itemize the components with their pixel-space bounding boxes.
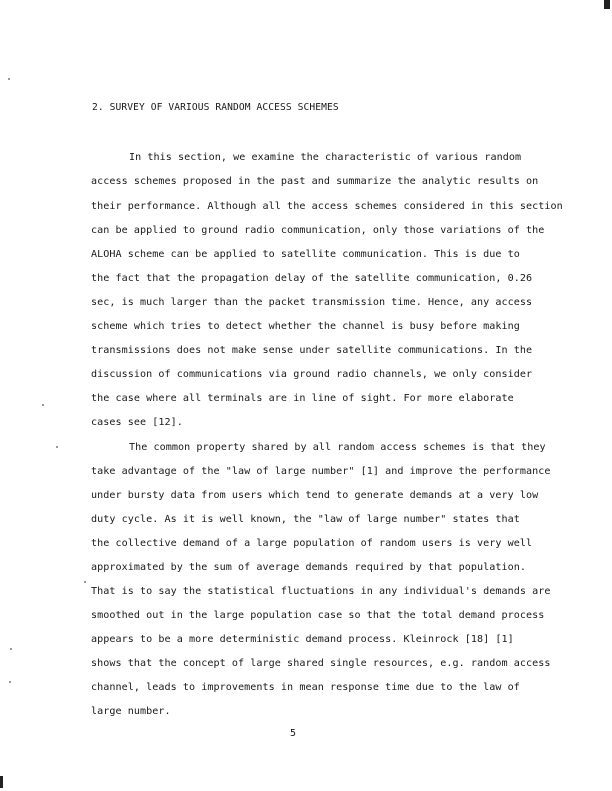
scan-speck bbox=[56, 446, 58, 448]
section-heading: 2. SURVEY OF VARIOUS RANDOM ACCESS SCHEMES bbox=[92, 102, 339, 113]
paragraph-1-line: In this section, we examine the characteristic of various random bbox=[129, 152, 522, 163]
paragraph-1-line: transmissions does not make sense under satellite communications. In the bbox=[91, 345, 533, 356]
scan-speck bbox=[8, 78, 10, 80]
paragraph-1-line: the case where all terminals are in line of sight. For more elaborate bbox=[91, 393, 514, 404]
scan-speck bbox=[42, 404, 44, 406]
scan-speck bbox=[9, 681, 11, 683]
paragraph-2-line: channel, leads to improvements in mean response time due to the law of bbox=[91, 682, 520, 693]
corner-mark bbox=[604, 0, 610, 9]
paragraph-2-line: large number. bbox=[91, 706, 171, 717]
paragraph-2-line: duty cycle. As it is well known, the "law of large number" states that bbox=[91, 514, 520, 525]
paragraph-2-line: smoothed out in the large population case so that the total demand process bbox=[91, 610, 545, 621]
paragraph-1-line: access schemes proposed in the past and summarize the analytic results on bbox=[91, 176, 539, 187]
paragraph-2-line: approximated by the sum of average demands required by that population. bbox=[91, 562, 527, 573]
page-number: 5 bbox=[290, 728, 297, 739]
paragraph-2-line: take advantage of the "law of large number" [1] and improve the performance bbox=[91, 466, 551, 477]
paragraph-1-line: can be applied to ground radio communication, only those variations of the bbox=[91, 225, 545, 236]
paragraph-1-line: cases see [12]. bbox=[91, 417, 183, 428]
paragraph-1-line: the fact that the propagation delay of the satellite communication, 0.26 bbox=[91, 273, 533, 284]
paragraph-2-line: shows that the concept of large shared single resources, e.g. random access bbox=[91, 658, 551, 669]
paragraph-1-line: sec, is much larger than the packet transmission time. Hence, any access bbox=[91, 297, 533, 308]
scan-speck bbox=[84, 581, 86, 583]
paragraph-1-line: discussion of communications via ground radio channels, we only consider bbox=[91, 369, 533, 380]
edge-mark bbox=[0, 776, 3, 788]
paragraph-1-line: ALOHA scheme can be applied to satellite communication. This is due to bbox=[91, 249, 520, 260]
scan-speck bbox=[10, 648, 12, 650]
paragraph-1-line: their performance. Although all the access schemes considered in this section bbox=[91, 201, 563, 212]
paragraph-1-line: scheme which tries to detect whether the channel is busy before making bbox=[91, 321, 520, 332]
paragraph-2-line: appears to be a more deterministic demand process. Kleinrock [18] [1] bbox=[91, 634, 514, 645]
paragraph-2-line: That is to say the statistical fluctuations in any individual's demands are bbox=[91, 586, 551, 597]
paragraph-2-line: the collective demand of a large population of random users is very well bbox=[91, 538, 533, 549]
paragraph-2-line: under bursty data from users which tend to generate demands at a very low bbox=[91, 490, 539, 501]
paragraph-2-line: The common property shared by all random access schemes is that they bbox=[129, 442, 546, 453]
